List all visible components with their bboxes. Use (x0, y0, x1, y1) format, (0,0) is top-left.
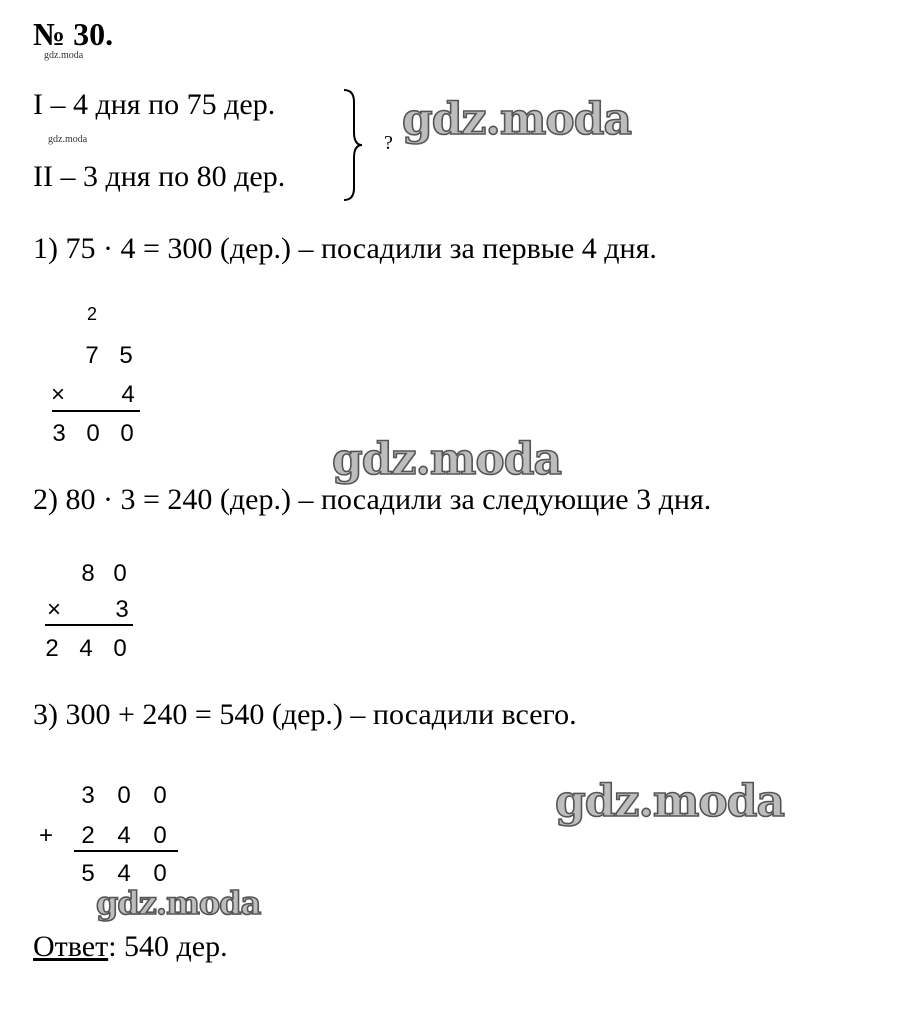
curly-brace-icon (340, 88, 364, 202)
calc3-row1-digit: 0 (117, 782, 131, 809)
calc3-row1-digit: 3 (81, 782, 95, 809)
calc2-result-digit: 0 (113, 635, 127, 662)
multiply-sign: × (50, 381, 65, 408)
calc3-row2-digit: 2 (81, 822, 95, 849)
calc3-row2-digit: 4 (117, 822, 131, 849)
calc3-result-digit: 5 (81, 860, 95, 887)
calc3-rule (74, 850, 178, 852)
calc3-row2-digit: 0 (153, 822, 167, 849)
calc3-result-digit: 4 (117, 860, 131, 887)
calc1-result-digit: 3 (52, 420, 66, 447)
answer-line (33, 930, 228, 964)
calc2-result-digit: 2 (45, 635, 59, 662)
calc3-row1-digit: 0 (153, 782, 167, 809)
watermark-logo: gdz.moda (96, 884, 261, 922)
calc1-rule (52, 410, 140, 412)
calc1-result-digit: 0 (120, 420, 134, 447)
plus-sign: + (38, 822, 53, 849)
step-1: 1) 75 · 4 = 300 (дер.) – посадили за первые 4 дня. (33, 232, 657, 265)
question-mark: ? (384, 132, 393, 154)
source-mark-2: gdz.moda (48, 134, 88, 145)
calc2-row2-digit: 3 (115, 596, 129, 623)
condition-line-1: I – 4 дня по 75 дер. (33, 88, 276, 121)
watermark-logo: gdz.moda (402, 94, 632, 145)
multiply-sign: × (46, 596, 61, 623)
carry-digit: 2 (86, 304, 97, 324)
calc1-row2-digit: 4 (121, 381, 135, 408)
calc2-row1-digit: 0 (113, 560, 127, 587)
source-mark: gdz.moda (44, 50, 84, 61)
calc1-row1-digit: 7 (85, 342, 99, 369)
problem-number: № 30. (33, 16, 114, 52)
watermark-logo: gdz.moda (332, 434, 562, 485)
calc1-row1-digit: 5 (119, 342, 133, 369)
calc2-row1-digit: 8 (81, 560, 95, 587)
step-3: 3) 300 + 240 = 540 (дер.) – посадили всего. (33, 698, 577, 731)
calc1-result-digit: 0 (86, 420, 100, 447)
step-2: 2) 80 · 3 = 240 (дер.) – посадили за следующие 3 дня. (33, 483, 712, 516)
calc2-rule (45, 624, 133, 626)
calc2-result-digit: 4 (79, 635, 93, 662)
watermark-logo: gdz.moda (555, 776, 785, 827)
answer-value: : 540 дер. (108, 930, 228, 963)
answer-label: Ответ (33, 930, 109, 963)
calc3-result-digit: 0 (153, 860, 167, 887)
condition-line-2: II – 3 дня по 80 дер. (33, 160, 286, 193)
